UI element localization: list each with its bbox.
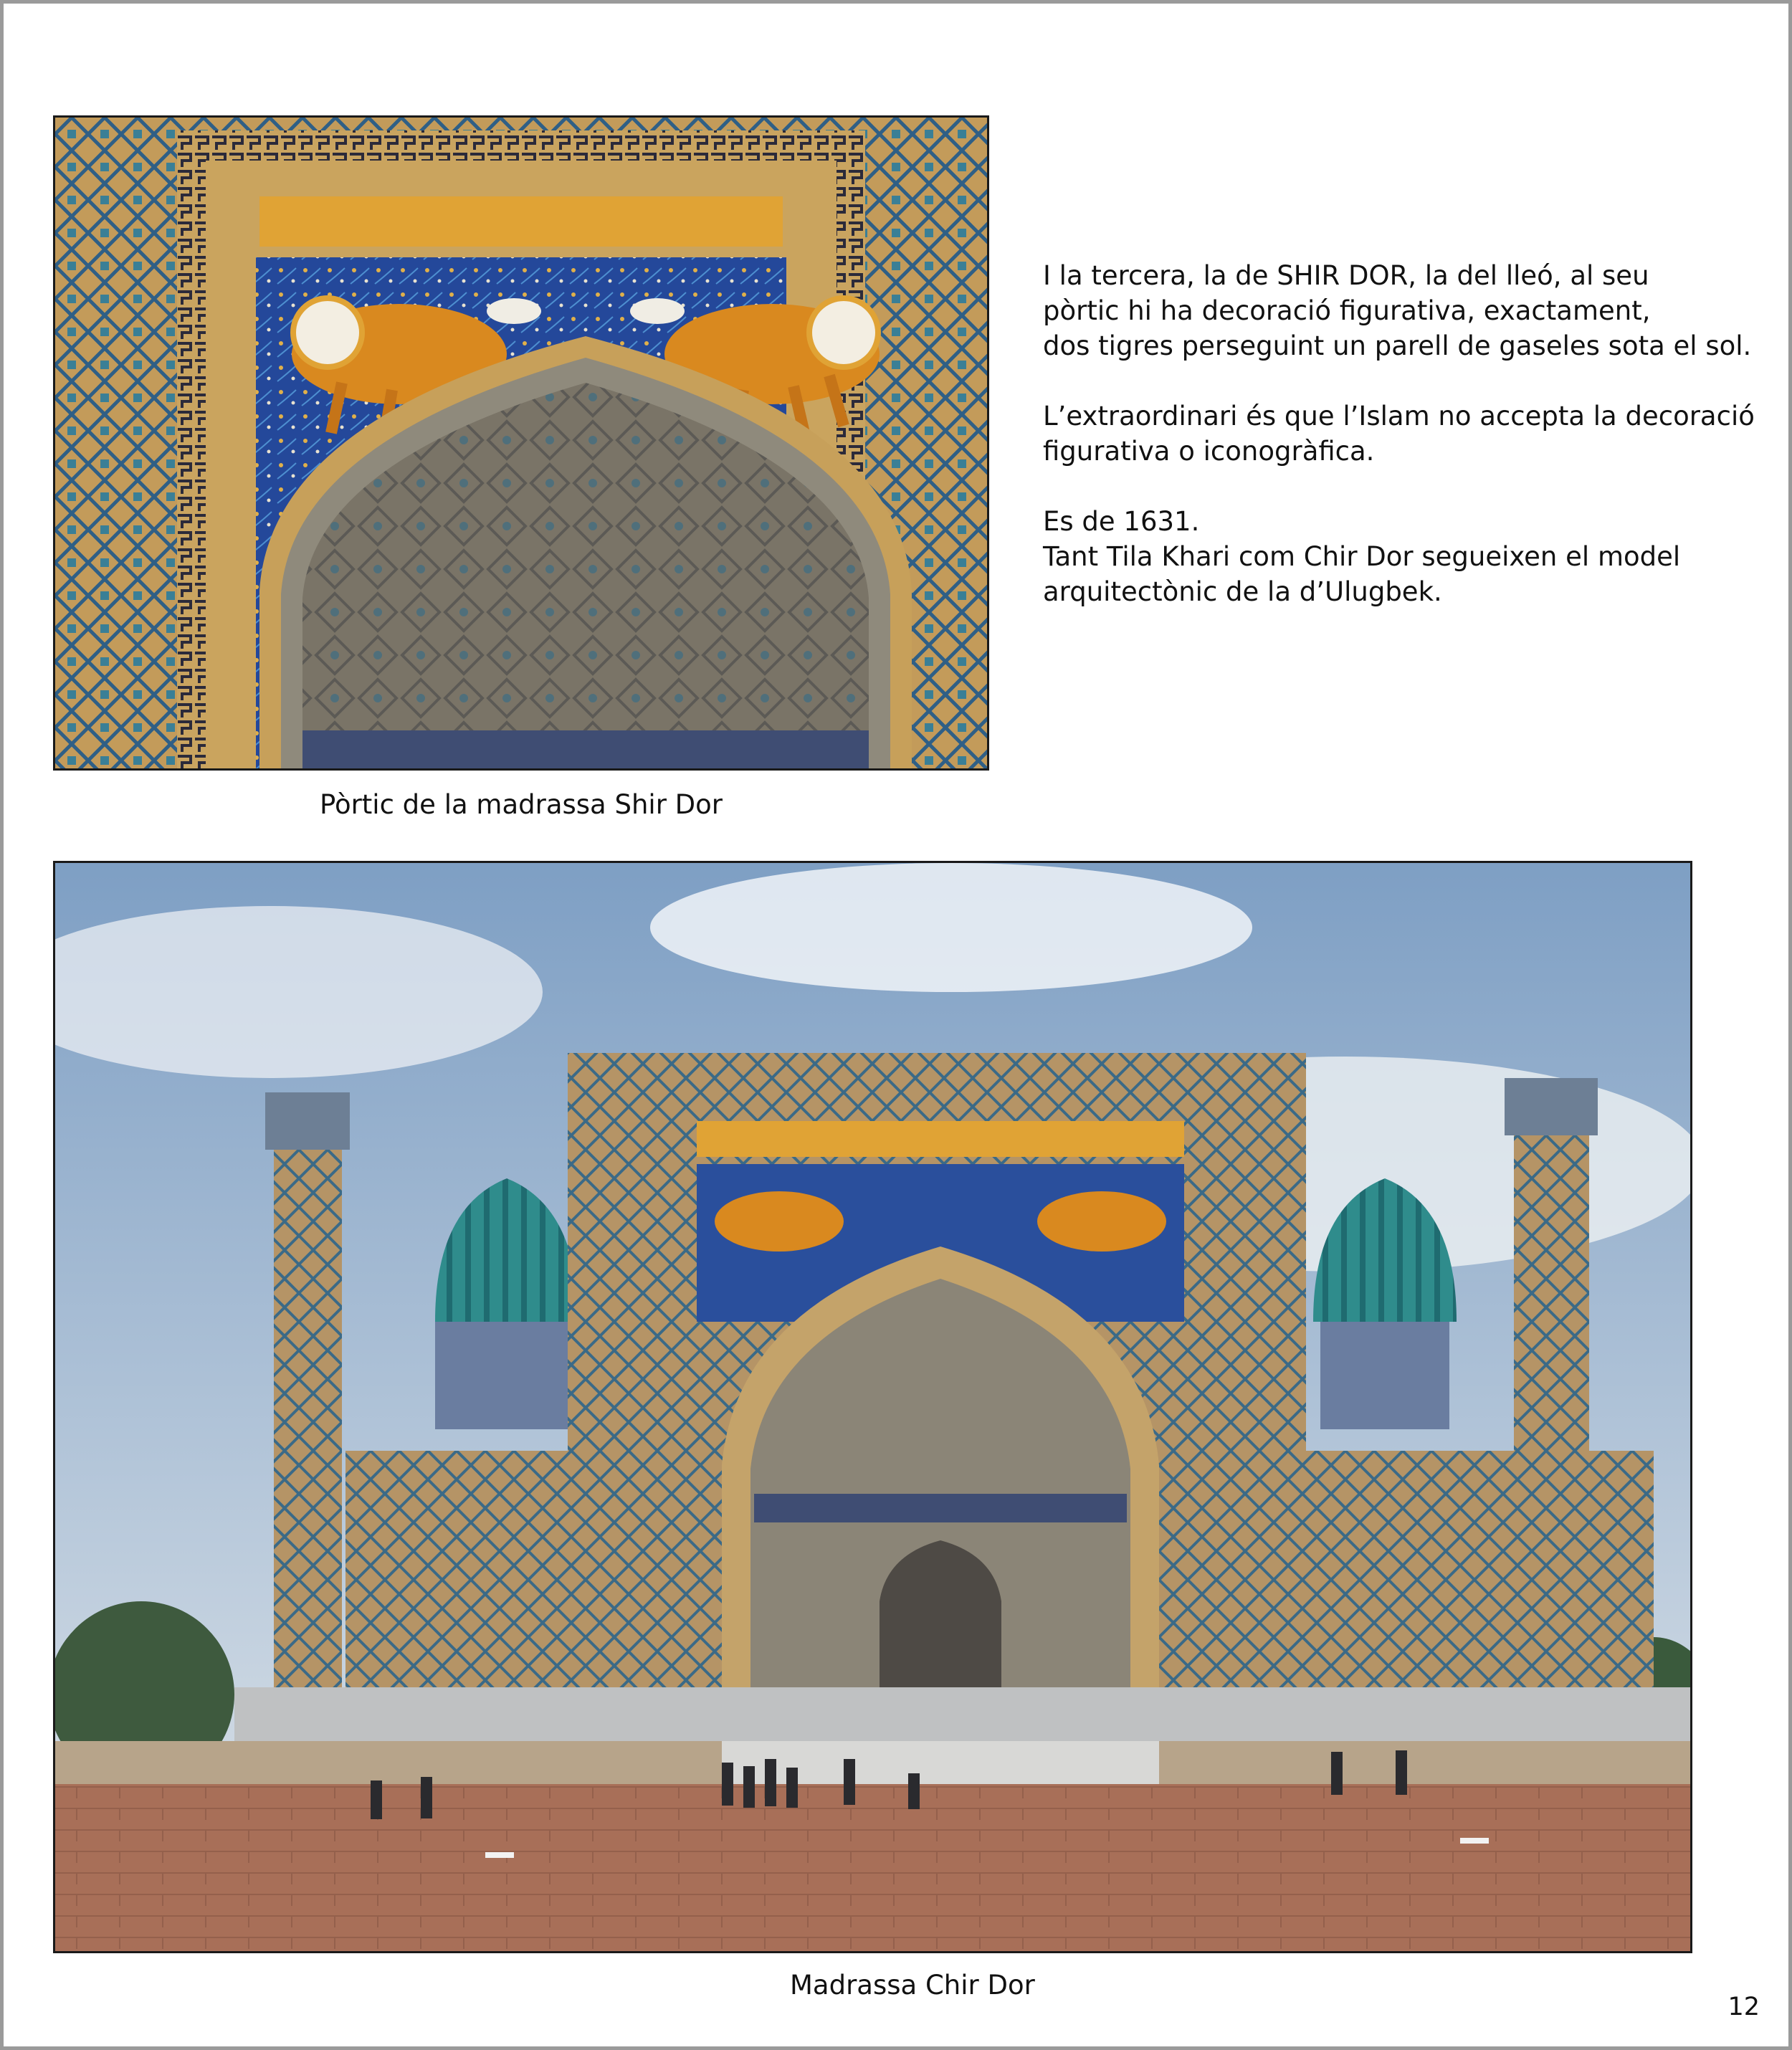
text-line: pòrtic hi ha decoració figurativa, exactament, bbox=[1043, 295, 1651, 326]
description-text bbox=[1043, 258, 1767, 644]
right-minaret bbox=[1505, 1078, 1598, 1687]
paragraph-2 bbox=[1043, 399, 1767, 469]
portal-caption: Pòrtic de la madrassa Shir Dor bbox=[319, 789, 723, 820]
madrassa-caption: Madrassa Chir Dor bbox=[790, 1970, 1035, 2001]
text-line: figurativa o iconogràfica. bbox=[1043, 436, 1375, 467]
portal-photo bbox=[53, 115, 989, 771]
text-line: Tant Tila Khari com Chir Dor segueixen el model bbox=[1043, 541, 1681, 572]
paragraph-3 bbox=[1043, 504, 1767, 609]
text-line: Es de 1631. bbox=[1043, 506, 1200, 537]
left-minaret bbox=[265, 1092, 350, 1687]
text-line: dos tigres perseguint un parell de gaseles sota el sol. bbox=[1043, 330, 1752, 361]
text-line: arquitectònic de la d’Ulugbek. bbox=[1043, 576, 1442, 607]
page-number: 12 bbox=[1727, 1993, 1760, 2021]
paragraph-1 bbox=[1043, 258, 1767, 363]
text-line: I la tercera, la de SHIR DOR, la del lleó, al seu bbox=[1043, 260, 1649, 291]
text-line: L’extraordinari és que l’Islam no accepta la decoració bbox=[1043, 401, 1755, 432]
madrassa-photo bbox=[53, 861, 1692, 1953]
